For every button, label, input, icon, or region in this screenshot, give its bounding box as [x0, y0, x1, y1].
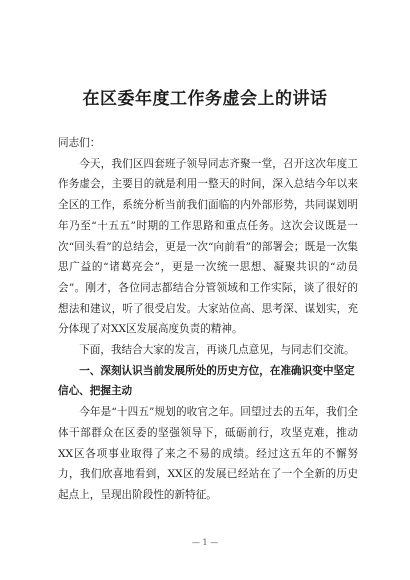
section-heading: 一、深刻认识当前发展所处的历史方位，在准确识变中坚定信心、把握主动	[58, 364, 355, 398]
salutation: 同志们：	[58, 137, 101, 149]
document-title: 在区委年度工作务虚会上的讲话	[82, 89, 328, 109]
document-body	[58, 133, 358, 506]
section-paragraph: 今年是“十四五”规划的收官之年。回望过去的五年，我们全体干部群众在区委的坚强领导下，砥砺前行，攻坚克难，推动XX区各项事业取得了来之不易的成绩。经过这五年的不懈努力，我们欣喜地看到，XX区的发展已经站在了一个全新的历史起点上，呈现出阶段性的新特征。	[58, 406, 358, 501]
page-number: — 1 —	[191, 538, 219, 547]
body-paragraph-2: 下面，我结合大家的发言，再谈几点意见，与同志们交流。	[79, 344, 355, 357]
body-paragraph-1: 今天，我们区四套班子领导同志齐聚一堂，召开这次年度工作务虚会，主要目的就是利用一整天的时间，深入总结今年以来全区的工作，系统分析当前我们面临的内外部形势，共同谋划明年乃至“十五五”时期的工作思路和重点任务。这次会议既是一次“回头看”的总结会，更是一次“向前看”的部署会；既是一次集思广益的“诸葛亮会”，更是一次统一思想、凝聚共识的“动员会”。刚才，各位同志都结合分管领域和工作实际，谈了很好的想法和建议，听了很受启发。大家站位高、思考深、谋划实，充分体现了对XX区发展高度负责的精神。	[58, 157, 358, 336]
